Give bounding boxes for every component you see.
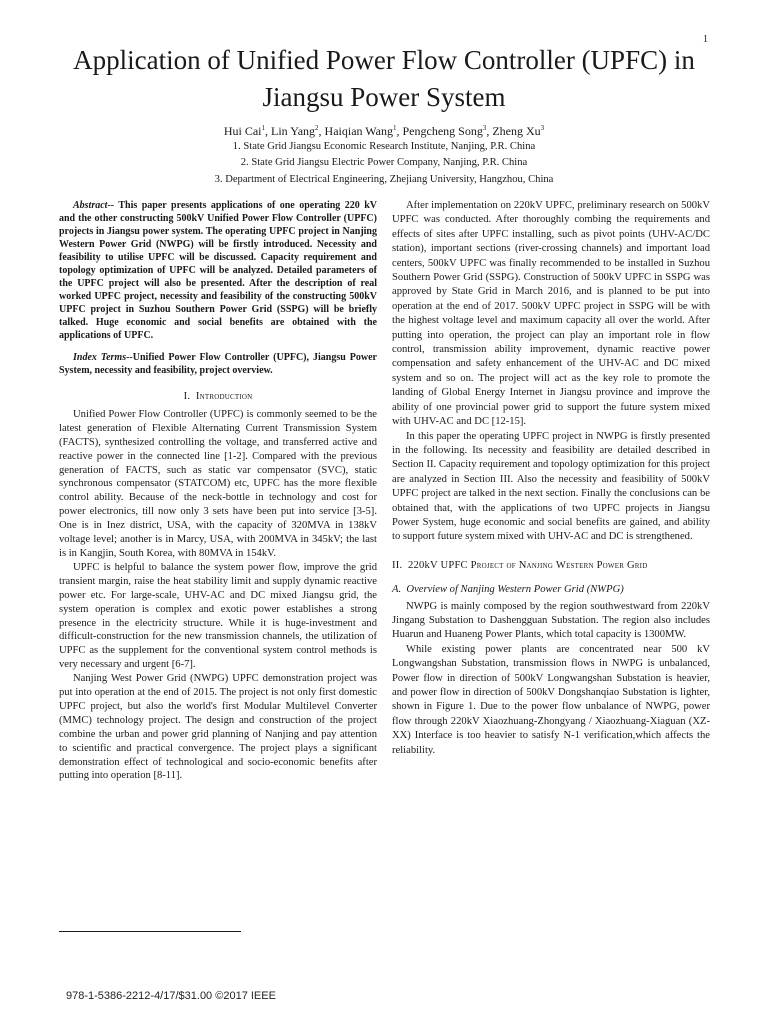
author-name: Pengcheng Song — [402, 124, 483, 138]
right-column — [392, 199, 710, 758]
paragraph: NWPG is mainly composed by the region southwestward from 220kV Jingang Substation to Dashengguan Substation. The region also includes Huarun and Huaneng Power Plants, which total capacity is 1300MW. — [392, 600, 710, 641]
author-affiliation-mark: 2 — [315, 124, 319, 132]
paragraph: After implementation on 220kV UPFC, preliminary research on 500kV UPFC was conducted. After thoroughly combing the requirements and effects of sites after UPFC installing, such as pivot points (UHV-AC/DC station), important sections (river-crossing channels) and important load centers, 500kV UPFC was finally recommended to be installed in Suzhou Southern Power Grid (SSPG). Construction of 500kV UPFC in SSPG was approved by State Grid in March 2016, and is planned to be put into operation at the end of 2017. 500kV UPFC project in SSPG will be with the highest voltage level and maximum capacity all over the world. After putting into operation, the project can play an important role in flow control, transmission ability improvement, dynamic reactive power compensation and safety enhancement of the UHV-AC and DC mixed system and so on. The project will act as the key role to promote the landing of Global Energy Internet in Jiangsu province and improve the ability of one provincial power grid to support the future system mixed with UHV-AC and DC [12-15]. — [392, 200, 710, 428]
author-affiliation-mark: 1 — [261, 124, 266, 132]
abstract — [59, 199, 377, 342]
page-number: 1 — [703, 34, 708, 45]
paragraph: Nanjing West Power Grid (NWPG) UPFC demonstration project was put into operation at the end of 2015. The project is not only first domestic UPFC project, but also the world's first Modular Multilevel Converter (MMC) technology project. The design and construction of the project combine the urban and power grid planning of Nanjing and pay attention to scientific and practical convergence. The project plays a significant demonstration effect of technological and socio-economic benefits after putting into operation [8-11]. — [59, 673, 377, 782]
copyright-footer: 978-1-5386-2212-4/17/$31.00 ©2017 IEEE — [66, 990, 276, 1002]
author-affiliation-mark: 3 — [482, 124, 487, 132]
footnote-divider — [59, 931, 241, 932]
author-name: Lin Yang — [271, 124, 316, 138]
subsection-heading-overview: A. Overview of Nanjing Western Power Grid (NWPG) — [392, 584, 624, 596]
left-column — [59, 199, 377, 783]
section-heading-nwpg-project: II. 220kV UPFC Project of Nanjing Western Power Grid — [392, 559, 648, 571]
index-terms-label: Index Terms — [73, 352, 127, 363]
affiliation: 3. Department of Electrical Engineering, Zhejiang University, Hangzhou, China — [214, 173, 554, 185]
author-name: Haiqian Wang — [324, 124, 393, 138]
abstract-label: Abstract-- — [73, 200, 115, 211]
index-terms — [59, 351, 377, 377]
author-affiliation-mark: 1 — [393, 124, 397, 132]
paragraph: In this paper the operating UPFC project in NWPG is firstly presented in the following. Its necessity and feasibility are detailed described in Section II. Capacity requirement and topology optimization for this project are analyzed in Section III. Also the necessity and feasibility of 500kV UPFC project are talked in the next section. Finally the conclusions can be obtained that, with the applications of two UPFC projects in Jiangsu Power System, huge economic and social benefits are gained, and ability to support future system mixed with UHV-AC and DC is strengthened. — [392, 430, 710, 543]
section-heading-introduction: I. Introduction — [183, 391, 253, 402]
author-name: Zheng Xu — [492, 124, 541, 138]
affiliation: 1. State Grid Jiangsu Economic Research Institute, Nanjing, P.R. China — [232, 141, 536, 152]
paragraph: Unified Power Flow Controller (UPFC) is commonly seemed to be the latest generation of Flexible Alternating Current Transmission System (FACTS), synthesized controlling the voltage, and transferred active and reactive power in the connected line [1-2]. Compared with the previous generation of FACTS, such as static var compensator (SVC), static synchronous compensator (STATCOM) etc, UPFC has the more flexible control ability. Because of the neck-bottle in technology and cost for power electronics, till now only 3 sets have been put into service [3-5]. One is in Inez district, USA, with the capacity of 320MVA in 138kV voltage level; another is in Marcy, USA, with 200MVA in 345kV; the last is in Kangjin, South Korea, with 80MVA in 154kV. — [59, 408, 377, 559]
affiliation: 2. State Grid Jiangsu Electric Power Company, Nanjing, P.R. China — [240, 157, 528, 169]
abstract-text: This paper presents applications of one operating 220 kV and the other constructing 500kV Unified Power Flow Controller (UPFC) projects in Jiangsu power system. The operating UPFC project in Nanjing Western Power Grid (NWPG) will be firstly introduced. Necessity and feasibility to utilise UPFC will be discussed. Capacity requirement and topology optimization of UPFC will be analyzed. Detailed parameters of the UPFC project will also be presented. After the description of real worked UPFC project, necessity and feasibility of the constructing 500kV UPFC project in Suzhou Southern Power Grid (SSPG) will be briefly talked. Huge economic and social benefits are obtained with the applications of UPFC. — [59, 200, 377, 341]
paper-title: Application of Unified Power Flow Controller (UPFC) in Jiangsu Power System — [73, 45, 695, 112]
index-terms-text: --Unified Power Flow Controller (UPFC), Jiangsu Power System, necessity and feasibility, project overview. — [59, 352, 377, 376]
author-affiliation-mark: 3 — [540, 124, 545, 132]
paragraph: UPFC is helpful to balance the system power flow, improve the grid transient margin, raise the heat stability limit and supply dynamic reactive power etc. For large-scale, UHV-AC and DC mixed Jiangsu grid, the system operation is complex and exotic power establishes a strong presence in the electricity structure. While it is huge-investment and difficult-construction for the new transmission channels, the utilization of UPFC as the supplement for the conventional system control methods is very necessary and urgent [6-7]. — [59, 561, 377, 671]
author-list: Hui Cai$^1$, Lin Yang$^2$, Haiqian Wang$^1$, Pengcheng Song$^3$, Zheng Xu$^3$ — [223, 124, 545, 138]
author-name: Hui Cai — [223, 124, 262, 138]
affiliation-list — [40, 139, 728, 188]
paragraph: While existing power plants are concentrated near 500 kV Longwangshan Substation, transmission flows in NWPG is unbalanced, Power flow in direction of 500kV Longwangshan Substation is heavier, and power flow in direction of 500kV Dongshanqiao Substation is lighter, shown in Figure 1. Due to the power flow unbalance of NWPG, power flow through 220kV Xiaozhuang-Zhongyang / Xiaozhuang-Xiaguan (XZ-XX) Interface is too heavier to satisfy N-1 verification,which affects the reliability. — [392, 643, 710, 756]
